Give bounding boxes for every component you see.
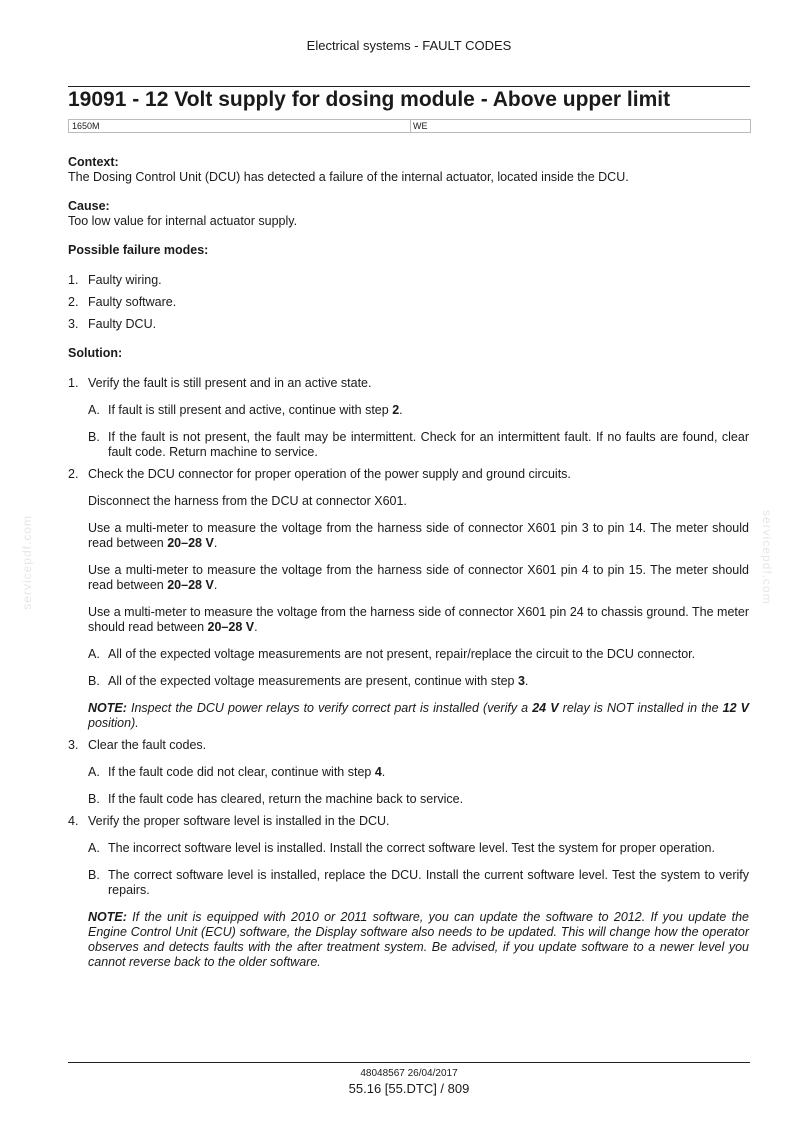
solution-step-2: 2. Check the DCU connector for proper operation of the power supply and ground circuits. [68, 467, 571, 481]
step-4-option-b: B. The correct software level is installed, replace the DCU. Install the current software level. Test the system to verify repairs. [88, 868, 749, 897]
step-2-measure-pin4: Use a multi-meter to measure the voltage from the harness side of connector X601 pin 4 to pin 15. The meter should read between 20–28 V. [88, 563, 749, 592]
solution-step-1: 1. Verify the fault is still present and in an active state. [68, 376, 372, 390]
meta-table [68, 119, 751, 133]
step-2-note: NOTE: Inspect the DCU power relays to verify correct part is installed (verify a 24 V relay is NOT installed in the 12 V position). [88, 701, 750, 730]
watermark-right: servicepdf.com [760, 510, 774, 605]
step-4-note: NOTE: If the unit is equipped with 2010 or 2011 software, you can update the software to 2012. If you update the Engine Control Unit (ECU) software, the Display software also needs to be updated. This will change how the operator observes and detects faults with the after treatment system. Be advised, if you update software to a newer level you cannot reverse back to the older software. [88, 910, 749, 969]
running-header: Electrical systems - FAULT CODES [306, 38, 512, 53]
list-item: 3. Faulty DCU. [68, 317, 157, 331]
page-title: 19091 - 12 Volt supply for dosing module - Above upper limit [68, 88, 671, 111]
meta-divider [410, 120, 411, 132]
solution-section [68, 346, 749, 970]
step-3-option-b: B. If the fault code has cleared, return the machine back to service. [88, 792, 464, 806]
step-2-disconnect: Disconnect the harness from the DCU at connector X601. [88, 494, 407, 508]
step-3-option-a: A. If the fault code did not clear, continue with step 4. [88, 765, 386, 779]
step-2-measure-pin24: Use a multi-meter to measure the voltage from the harness side of connector X601 pin 24 to chassis ground. The meter should read between 20–28 V. [88, 605, 749, 634]
header-rule [68, 86, 750, 87]
list-item: 2. Faulty software. [68, 295, 177, 309]
cause-heading: Cause: [68, 199, 110, 213]
context-section [68, 155, 749, 185]
watermark-left: servicepdf.com [20, 515, 34, 610]
meta-model: 1650M [72, 121, 100, 131]
solution-step-3: 3. Clear the fault codes. [68, 738, 207, 752]
step-1-option-b: B. If the fault is not present, the fault may be intermittent. Check for an intermittent fault. If no faults are found, clear fault code. Return machine to service. [88, 430, 749, 459]
step-4-option-a: A. The incorrect software level is installed. Install the correct software level. Test the system for proper operation. [88, 841, 715, 855]
failure-modes-heading: Possible failure modes: [68, 243, 209, 257]
step-2-measure-pin3: Use a multi-meter to measure the voltage from the harness side of connector X601 pin 3 to pin 14. The meter should read between 20–28 V. [88, 521, 749, 550]
document-code: 48048567 26/04/2017 [360, 1068, 458, 1079]
step-1-option-a: A. If fault is still present and active, continue with step 2. [88, 403, 403, 417]
list-item: 1. Faulty wiring. [68, 273, 162, 287]
context-text: The Dosing Control Unit (DCU) has detected a failure of the internal actuator, located inside the DCU. [68, 170, 629, 184]
failure-modes-section [68, 243, 749, 332]
footer-rule [68, 1062, 750, 1063]
solution-heading: Solution: [68, 346, 123, 360]
cause-text: Too low value for internal actuator supply. [68, 214, 298, 228]
page-number: 55.16 [55.DTC] / 809 [348, 1081, 470, 1096]
document-body [68, 155, 749, 970]
step-2-option-b: B. All of the expected voltage measurements are present, continue with step 3. [88, 674, 529, 688]
meta-region: WE [413, 121, 428, 131]
solution-step-4: 4. Verify the proper software level is installed in the DCU. [68, 814, 390, 828]
context-heading: Context: [68, 155, 119, 169]
cause-section [68, 199, 749, 229]
step-2-option-a: A. All of the expected voltage measurements are not present, repair/replace the circuit to the DCU connector. [88, 647, 696, 661]
